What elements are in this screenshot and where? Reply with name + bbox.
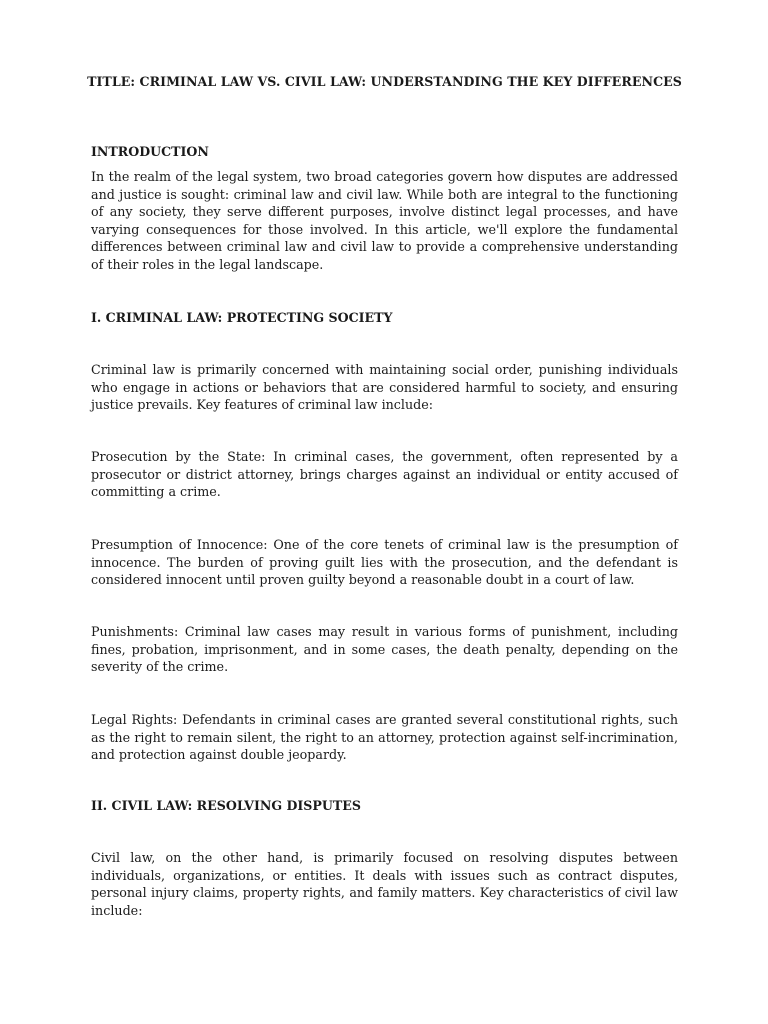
document-title: TITLE: CRIMINAL LAW VS. CIVIL LAW: UNDERSTANDING THE KEY DIFFERENCES xyxy=(87,74,682,89)
legal-rights-paragraph: Legal Rights: Defendants in criminal cases are granted several constitutional rights, such as the right to remain silent, the right to an attorney, protection against self-incrimination, and protection against double jeopardy. xyxy=(91,712,678,762)
intro-paragraph: In the realm of the legal system, two broad categories govern how disputes are addressed and justice is sought: criminal law and civil law. While both are integral to the functioning of any society, they serve different purposes, involve distinct legal processes, and have varying consequences for those involved. In this article, we'll explore the fundamental differences between criminal law and civil law to provide a comprehensive understanding of their roles in the legal landscape. xyxy=(91,169,678,272)
section-heading-introduction: INTRODUCTION xyxy=(91,144,209,159)
prosecution-paragraph: Prosecution by the State: In criminal cases, the government, often represented by a prosecutor or district attorney, brings charges against an individual or entity accused of committing a crime. xyxy=(91,449,678,499)
section-heading-criminal-law: I. CRIMINAL LAW: PROTECTING SOCIETY xyxy=(91,310,393,325)
criminal-law-paragraph: Criminal law is primarily concerned with maintaining social order, punishing individuals who engage in actions or behaviors that are considered harmful to society, and ensuring justice prevails. Key features of criminal law include: xyxy=(91,362,678,412)
presumption-paragraph: Presumption of Innocence: One of the core tenets of criminal law is the presumption of innocence. The burden of proving guilt lies with the prosecution, and the defendant is considered innocent until proven guilty beyond a reasonable doubt in a court of law. xyxy=(91,537,678,587)
section-heading-civil-law: II. CIVIL LAW: RESOLVING DISPUTES xyxy=(91,798,361,813)
document-page xyxy=(87,0,682,1024)
punishments-paragraph: Punishments: Criminal law cases may result in various forms of punishment, including fines, probation, imprisonment, and in some cases, the death penalty, depending on the severity of the crime. xyxy=(91,624,678,674)
civil-law-paragraph: Civil law, on the other hand, is primarily focused on resolving disputes between individuals, organizations, or entities. It deals with issues such as contract disputes, personal injury claims, property rights, and family matters. Key characteristics of civil law include: xyxy=(91,850,678,918)
